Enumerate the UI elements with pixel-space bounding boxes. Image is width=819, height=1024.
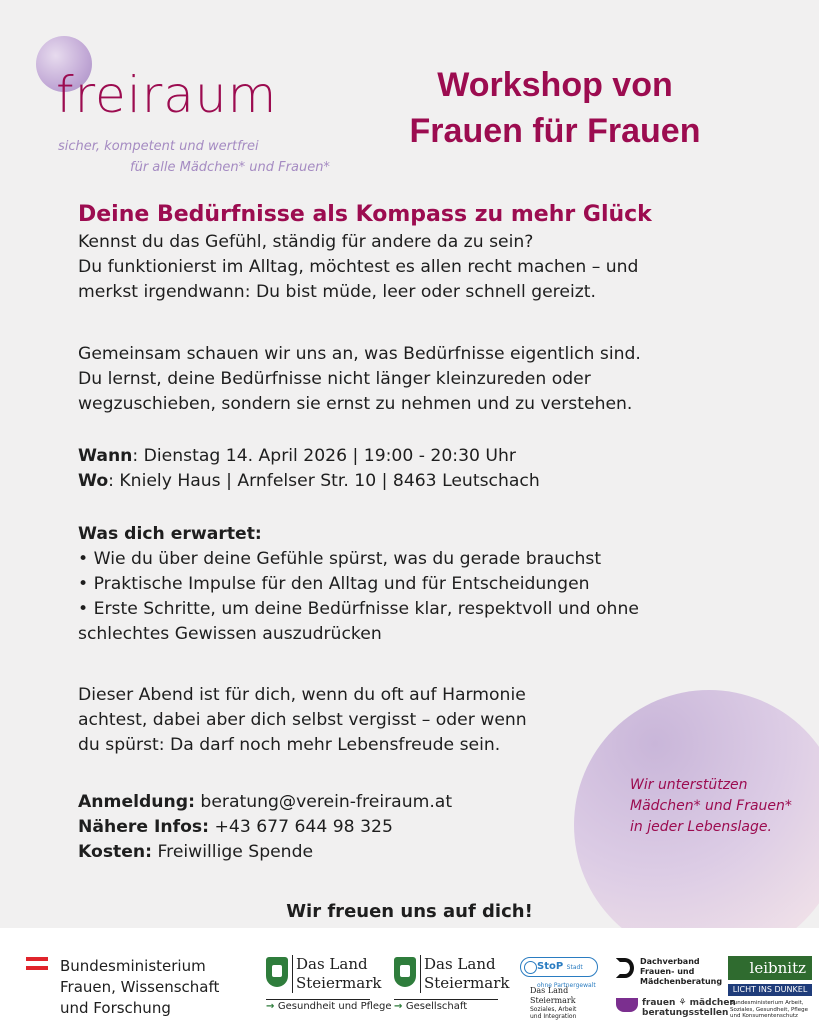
headline	[370, 62, 740, 154]
when-value: : Dienstag 14. April 2026 | 19:00 - 20:30 Uhr	[132, 446, 516, 466]
info-phone[interactable]: +43 677 644 98 325	[209, 817, 393, 837]
frauen-maedchen-logo: frauen ⚘ mädchen beratungsstellen	[642, 998, 736, 1018]
logo-tagline-2: für alle Mädchen* und Frauen*	[130, 160, 330, 175]
needs-line: Gemeinsam schauen wir uns an, was Bedürfnisse eigentlich sind.	[78, 344, 641, 364]
event-details	[78, 444, 758, 494]
cost-value: Freiwillige Spende	[152, 842, 314, 862]
dachverband-logo: Dachverband Frauen- und Mädchenberatung	[640, 957, 723, 986]
where-value: : Kniely Haus | Arnfelser Str. 10 | 8463 Leutschach	[108, 471, 540, 491]
signup-row	[78, 790, 758, 815]
freiraum-logo: freiraum	[56, 66, 278, 124]
cost-row	[78, 840, 758, 865]
logo-tagline-1: sicher, kompetent und wertfrei	[58, 139, 259, 154]
needs-line: wegzuschieben, sondern sie ernst zu nehmen und zu verstehen.	[78, 394, 633, 414]
steiermark-crest-icon	[266, 957, 288, 987]
headline-line-2: Frauen für Frauen	[409, 112, 701, 150]
stop-logo: StoP Stadt ohne Partnergewalt	[520, 957, 598, 977]
expect-item: schlechtes Gewissen auszudrücken	[78, 624, 382, 644]
steiermark-crest-icon	[394, 957, 416, 987]
bubble-line: Wir unterstützen	[630, 777, 748, 793]
steiermark-social-logo: Das Land Steiermark Soziales, Arbeit und Integration	[530, 986, 577, 1020]
intro-line: merkst irgendwann: Du bist müde, leer oder schnell gereizt.	[78, 282, 596, 302]
needs-line: Du lernst, deine Bedürfnisse nicht länger kleinzureden oder	[78, 369, 591, 389]
expect-section	[78, 522, 758, 647]
frauen-maedchen-icon	[616, 998, 638, 1012]
bubble-line: Mädchen* und Frauen*	[630, 798, 792, 814]
ministry-logo: Bundesministerium Frauen, Wissenschaft und Forschung	[60, 957, 220, 1017]
signup-label: Anmeldung:	[78, 792, 195, 812]
licht-ins-dunkel-logo: LICHT INS DUNKEL	[728, 984, 812, 996]
social-ministry-logo: Bundesministerium Arbeit, Soziales, Gesundheit, Pflege und Konsumentenschutz	[730, 1000, 808, 1019]
leibnitz-logo: leibnitz	[728, 956, 812, 980]
expect-heading: Was dich erwartet:	[78, 524, 262, 544]
info-row	[78, 815, 758, 840]
event-when	[78, 444, 758, 469]
expect-item: • Erste Schritte, um deine Bedürfnisse klar, respektvoll und ohne	[78, 599, 639, 619]
bubble-line: in jeder Lebenslage.	[630, 819, 772, 835]
steiermark-health-logo: Das Land Steiermark → Gesundheit und Pflege	[266, 955, 376, 1017]
headline-line-1: Workshop von	[437, 66, 673, 104]
when-label: Wann	[78, 446, 133, 466]
evening-line: Dieser Abend ist für dich, wenn du oft auf Harmonie	[78, 685, 526, 705]
where-label: Wo	[78, 471, 109, 491]
steiermark-society-logo: Das Land Steiermark → Gesellschaft	[394, 955, 504, 1017]
evening-line: du spürst: Da darf noch mehr Lebensfreude sein.	[78, 735, 501, 755]
austria-flag-icon	[26, 957, 48, 970]
needs-paragraph	[78, 342, 758, 417]
expect-item: • Praktische Impulse für den Alltag und für Entscheidungen	[78, 574, 590, 594]
evening-line: achtest, dabei aber dich selbst vergisst – oder wenn	[78, 710, 527, 730]
cost-label: Kosten:	[78, 842, 153, 862]
event-where	[78, 469, 758, 494]
subtitle: Deine Bedürfnisse als Kompass zu mehr Glück	[78, 202, 652, 227]
signup-email[interactable]: beratung@verein-freiraum.at	[194, 792, 453, 812]
info-label: Nähere Infos:	[78, 817, 210, 837]
closing-line: Wir freuen uns auf dich!	[286, 901, 533, 922]
dachverband-icon	[616, 958, 634, 978]
expect-item: • Wie du über deine Gefühle spürst, was du gerade brauchst	[78, 549, 602, 569]
intro-line: Du funktionierst im Alltag, möchtest es allen recht machen – und	[78, 257, 639, 277]
contact-section	[78, 790, 758, 865]
intro-line: Kennst du das Gefühl, ständig für andere da zu sein?	[78, 232, 534, 252]
intro-paragraph	[78, 230, 758, 305]
